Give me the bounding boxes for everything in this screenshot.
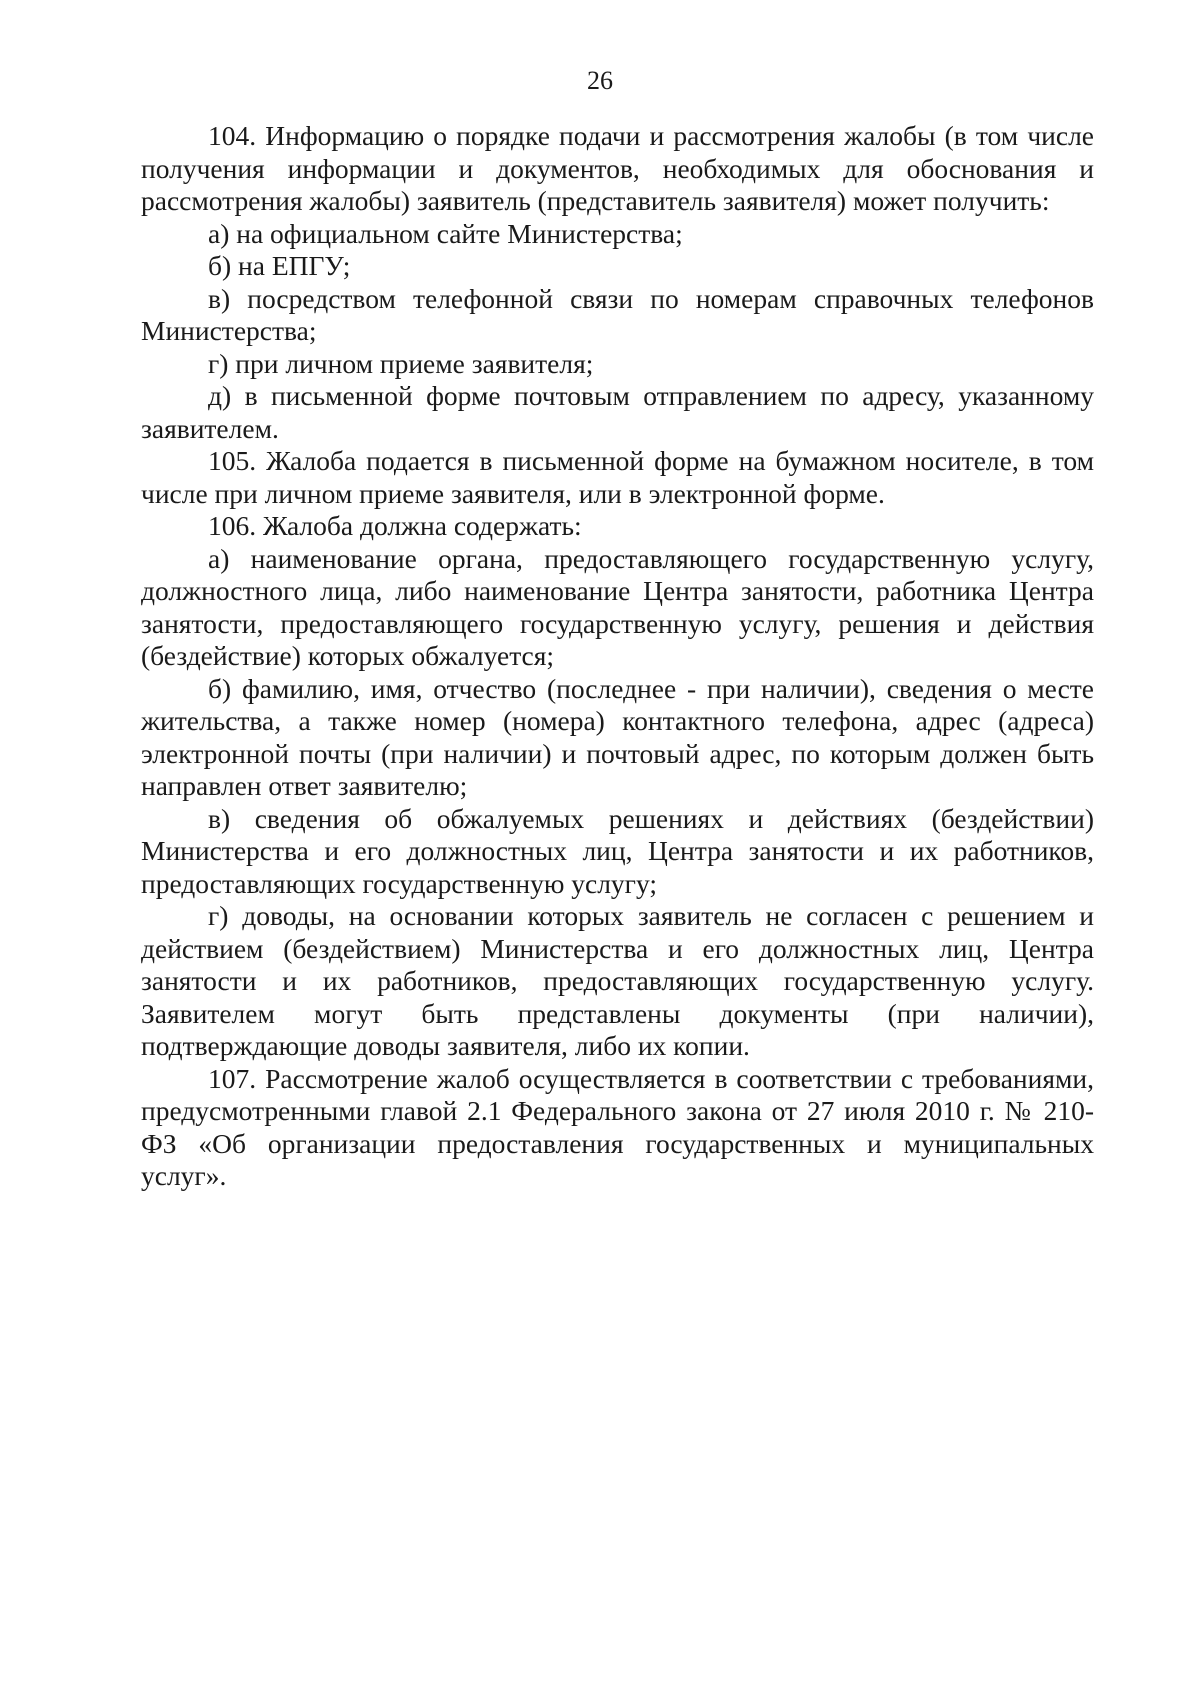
list-item-a-ministry-website: а) на официальном сайте Министерства; — [208, 217, 683, 249]
list-item-g-personal-reception: г) при личном приеме заявителя; — [208, 347, 594, 379]
list-item-v-appealed-decisions: в) сведения об обжалуемых решениях и действиях (бездействии) Министерства и его должностных лиц, Центра занятости и их работников, предоставляющих государственную услугу; — [141, 802, 1094, 899]
document-body — [141, 120, 1094, 1193]
list-item-d-postal: д) в письменной форме почтовым отправлением по адресу, указанному заявителем. — [141, 380, 1094, 444]
list-item-a-authority-name: а) наименование органа, предоставляющего государственную услугу, должностного лица, либо наименование Центра занятости, работника Центра занятости, предоставляющего государственную услугу, решения и действия (бездействие) которых обжалуется; — [141, 542, 1094, 671]
list-item-g-arguments: г) доводы, на основании которых заявитель не согласен с решением и действием (бездействием) Министерства и его должностных лиц, Центра занятости и их работников, предоставляющих государственную услугу. Заявителем могут быть представлены документы (при наличии), подтверждающие доводы заявителя, либо их копии. — [141, 900, 1094, 1061]
paragraph-104: 104. Информацию о порядке подачи и рассмотрения жалобы (в том числе получения информации и документов, необходимых для обоснования и рассмотрения жалобы) заявитель (представитель заявителя) может получить: — [141, 120, 1094, 216]
list-item-b-applicant-details: б) фамилию, имя, отчество (последнее - при наличии), сведения о месте жительства, а также номер (номера) контактного телефона, адрес (адреса) электронной почты (при наличии) и почтовый адрес, по которым должен быть направлен ответ заявителю; — [141, 672, 1094, 801]
paragraph-106: 106. Жалоба должна содержать: — [208, 510, 582, 541]
page-number: 26 — [587, 66, 613, 95]
list-item-v-phone: в) посредством телефонной связи по номерам справочных телефонов Министерства; — [141, 282, 1094, 346]
paragraph-107: 107. Рассмотрение жалоб осуществляется в соответствии с требованиями, предусмотренными главой 2.1 Федерального закона от 27 июля 2010 г. № 210-ФЗ «Об организации предоставления государственных и муниципальных услуг». — [141, 1062, 1094, 1191]
paragraph-105: 105. Жалоба подается в письменной форме на бумажном носителе, в том числе при личном приеме заявителя, или в электронной форме. — [141, 445, 1094, 509]
list-item-b-epgu: б) на ЕПГУ; — [208, 250, 351, 281]
